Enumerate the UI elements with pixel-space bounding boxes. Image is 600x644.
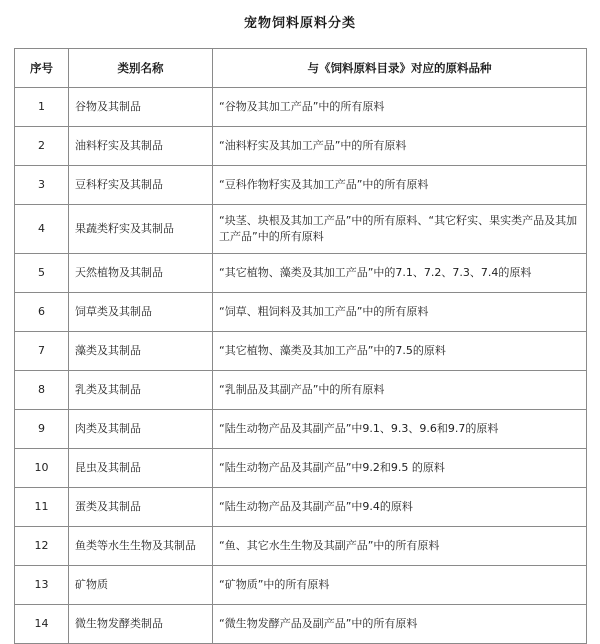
row-category: 饲草类及其制品	[69, 293, 213, 332]
row-materials: “块茎、块根及其加工产品”中的所有原料、“其它籽实、果实类产品及其加工产品”中的所有原料	[213, 205, 587, 254]
table-header-row	[15, 49, 587, 88]
row-category: 肉类及其制品	[69, 410, 213, 449]
row-category: 鱼类等水生生物及其制品	[69, 527, 213, 566]
row-materials: “其它植物、藻类及其加工产品”中的7.5的原料	[213, 332, 587, 371]
row-materials: “微生物发酵产品及副产品”中的所有原料	[213, 605, 587, 644]
row-category: 蛋类及其制品	[69, 488, 213, 527]
table-row	[15, 488, 587, 527]
row-number: 7	[15, 332, 69, 371]
row-number: 3	[15, 166, 69, 205]
row-number: 8	[15, 371, 69, 410]
feed-material-table	[14, 48, 587, 644]
row-number: 5	[15, 254, 69, 293]
table-row	[15, 371, 587, 410]
row-category: 天然植物及其制品	[69, 254, 213, 293]
row-category: 微生物发酵类制品	[69, 605, 213, 644]
row-materials: “鱼、其它水生生物及其副产品”中的所有原料	[213, 527, 587, 566]
table-row	[15, 449, 587, 488]
row-number: 9	[15, 410, 69, 449]
header-serial-number: 序号	[15, 49, 69, 88]
table-row	[15, 527, 587, 566]
row-number: 10	[15, 449, 69, 488]
row-category: 矿物质	[69, 566, 213, 605]
row-materials: “饲草、粗饲料及其加工产品”中的所有原料	[213, 293, 587, 332]
row-category: 藻类及其制品	[69, 332, 213, 371]
row-number: 12	[15, 527, 69, 566]
row-materials: “陆生动物产品及其副产品”中9.4的原料	[213, 488, 587, 527]
row-materials: “其它植物、藻类及其加工产品”中的7.1、7.2、7.3、7.4的原料	[213, 254, 587, 293]
row-materials: “陆生动物产品及其副产品”中9.1、9.3、9.6和9.7的原料	[213, 410, 587, 449]
row-materials: “豆科作物籽实及其加工产品”中的所有原料	[213, 166, 587, 205]
row-number: 14	[15, 605, 69, 644]
row-number: 11	[15, 488, 69, 527]
row-materials: “矿物质”中的所有原料	[213, 566, 587, 605]
row-number: 1	[15, 88, 69, 127]
row-materials: “油料籽实及其加工产品”中的所有原料	[213, 127, 587, 166]
table-row	[15, 88, 587, 127]
table-row	[15, 254, 587, 293]
row-category: 果蔬类籽实及其制品	[69, 205, 213, 254]
table-row	[15, 127, 587, 166]
row-number: 4	[15, 205, 69, 254]
table-row	[15, 605, 587, 644]
document-title: 宠物饲料原料分类	[243, 16, 356, 31]
row-number: 6	[15, 293, 69, 332]
table-row	[15, 293, 587, 332]
table-row	[15, 566, 587, 605]
row-number: 13	[15, 566, 69, 605]
row-category: 豆科籽实及其制品	[69, 166, 213, 205]
table-row	[15, 410, 587, 449]
row-category: 昆虫及其制品	[69, 449, 213, 488]
table-row	[15, 205, 587, 254]
row-category: 谷物及其制品	[69, 88, 213, 127]
row-category: 油料籽实及其制品	[69, 127, 213, 166]
table-row	[15, 166, 587, 205]
row-category: 乳类及其制品	[69, 371, 213, 410]
header-material-varieties: 与《饲料原料目录》对应的原料品种	[213, 49, 587, 88]
row-materials: “谷物及其加工产品”中的所有原料	[213, 88, 587, 127]
row-materials: “乳制品及其副产品”中的所有原料	[213, 371, 587, 410]
table-row	[15, 332, 587, 371]
header-category-name: 类别名称	[69, 49, 213, 88]
row-materials: “陆生动物产品及其副产品”中9.2和9.5 的原料	[213, 449, 587, 488]
row-number: 2	[15, 127, 69, 166]
